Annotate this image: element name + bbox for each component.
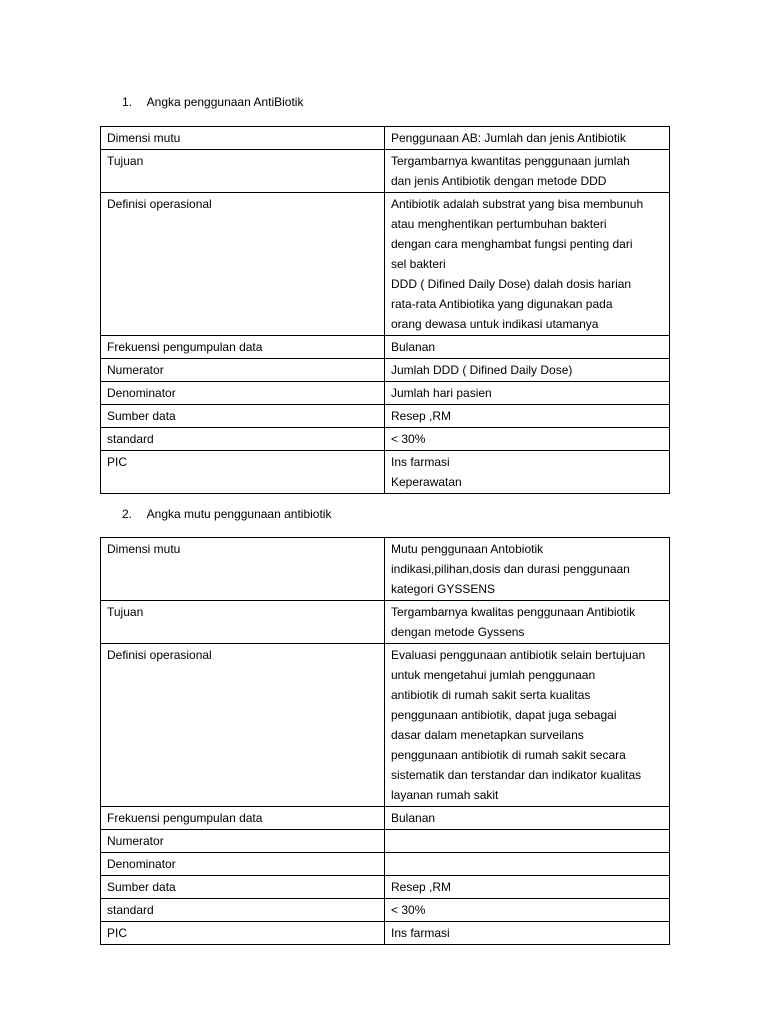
- table-row: [101, 336, 670, 359]
- value-line: dengan metode Gyssens: [391, 625, 525, 639]
- row-value: [385, 853, 670, 876]
- table-row: [101, 451, 670, 494]
- table-row: [101, 807, 670, 830]
- value-line: kategori GYSSENS: [391, 582, 496, 596]
- value-line: Resep ,RM: [391, 409, 452, 423]
- table-row: [101, 127, 670, 150]
- row-value: [385, 451, 670, 494]
- value-line: Keperawatan: [391, 475, 462, 489]
- row-value: [385, 127, 670, 150]
- value-line: Mutu penggunaan Antobiotik: [391, 542, 544, 556]
- value-line: Bulanan: [391, 340, 436, 354]
- value-line: sistematik dan terstandar dan indikator kualitas: [391, 768, 642, 782]
- value-line: indikasi,pilihan,dosis dan durasi penggunaan: [391, 562, 630, 576]
- value-line: rata-rata Antibiotika yang digunakan pada: [391, 297, 613, 311]
- row-label: Dimensi mutu: [101, 538, 385, 601]
- value-line: penggunaan antibiotik, dapat juga sebagai: [391, 708, 617, 722]
- value-line: dan jenis Antibiotik dengan metode DDD: [391, 174, 607, 188]
- value-line: Ins farmasi: [391, 455, 450, 469]
- row-value: [385, 359, 670, 382]
- table-row: [101, 853, 670, 876]
- table-row: [101, 405, 670, 428]
- table-row: [101, 899, 670, 922]
- value-line: Penggunaan AB: Jumlah dan jenis Antibiotik: [391, 131, 626, 145]
- table-row: [101, 382, 670, 405]
- row-label: Numerator: [101, 359, 385, 382]
- value-line: dasar dalam menetapkan surveilans: [391, 728, 584, 742]
- table-row: [101, 830, 670, 853]
- value-line: Ins farmasi: [391, 926, 450, 940]
- row-label: PIC: [101, 922, 385, 945]
- row-value: [385, 601, 670, 644]
- row-value: [385, 922, 670, 945]
- row-value: [385, 830, 670, 853]
- indicator-table-1: [100, 126, 670, 494]
- value-line: Jumlah DDD ( Difined Daily Dose): [391, 363, 573, 377]
- row-label: Denominator: [101, 853, 385, 876]
- row-label: PIC: [101, 451, 385, 494]
- row-label: standard: [101, 899, 385, 922]
- row-label: Sumber data: [101, 876, 385, 899]
- value-line: Tergambarnya kwalitas penggunaan Antibiotik: [391, 605, 636, 619]
- row-label: Frekuensi pengumpulan data: [101, 336, 385, 359]
- row-value: [385, 876, 670, 899]
- table-row: [101, 538, 670, 601]
- row-label: Denominator: [101, 382, 385, 405]
- table-row: [101, 601, 670, 644]
- section-2-heading: [122, 506, 331, 522]
- row-value: [385, 807, 670, 830]
- row-label: Sumber data: [101, 405, 385, 428]
- row-label: Definisi operasional: [101, 644, 385, 807]
- row-value: [385, 644, 670, 807]
- row-value: [385, 336, 670, 359]
- row-label: Frekuensi pengumpulan data: [101, 807, 385, 830]
- indicator-table-2: [100, 537, 670, 945]
- row-value: [385, 428, 670, 451]
- row-label: standard: [101, 428, 385, 451]
- table-row: [101, 876, 670, 899]
- value-line: < 30%: [391, 903, 426, 917]
- table-row: [101, 193, 670, 336]
- row-value: [385, 899, 670, 922]
- table-row: [101, 150, 670, 193]
- row-value: [385, 538, 670, 601]
- table-row: [101, 922, 670, 945]
- row-value: [385, 382, 670, 405]
- row-label: Tujuan: [101, 601, 385, 644]
- value-line: antibiotik di rumah sakit serta kualitas: [391, 688, 591, 702]
- section-1-heading: [122, 94, 303, 110]
- value-line: Resep ,RM: [391, 880, 452, 894]
- row-label: Dimensi mutu: [101, 127, 385, 150]
- value-line: DDD ( Difined Daily Dose) dalah dosis harian: [391, 277, 632, 291]
- row-value: [385, 405, 670, 428]
- value-line: Bulanan: [391, 811, 436, 825]
- section-1-number: 1.: [122, 95, 133, 109]
- value-line: < 30%: [391, 432, 426, 446]
- value-line: dengan cara menghambat fungsi penting dari: [391, 237, 633, 251]
- value-line: Evaluasi penggunaan antibiotik selain bertujuan: [391, 648, 646, 662]
- row-label: Definisi operasional: [101, 193, 385, 336]
- value-line: sel bakteri: [391, 257, 446, 271]
- section-2-title: Angka mutu penggunaan antibiotik: [146, 507, 332, 521]
- table-row: [101, 359, 670, 382]
- section-1-title: Angka penggunaan AntiBiotik: [146, 95, 304, 109]
- value-line: penggunaan antibiotik di rumah sakit secara: [391, 748, 626, 762]
- row-value: [385, 193, 670, 336]
- value-line: Antibiotik adalah substrat yang bisa membunuh: [391, 197, 644, 211]
- row-label: Tujuan: [101, 150, 385, 193]
- row-value: [385, 150, 670, 193]
- value-line: Tergambarnya kwantitas penggunaan jumlah: [391, 154, 630, 168]
- value-line: atau menghentikan pertumbuhan bakteri: [391, 217, 607, 231]
- value-line: layanan rumah sakit: [391, 788, 499, 802]
- value-line: Jumlah hari pasien: [391, 386, 492, 400]
- table-row: [101, 428, 670, 451]
- value-line: orang dewasa untuk indikasi utamanya: [391, 317, 599, 331]
- value-line: untuk mengetahui jumlah penggunaan: [391, 668, 596, 682]
- table-row: [101, 644, 670, 807]
- section-2-number: 2.: [122, 507, 133, 521]
- row-label: Numerator: [101, 830, 385, 853]
